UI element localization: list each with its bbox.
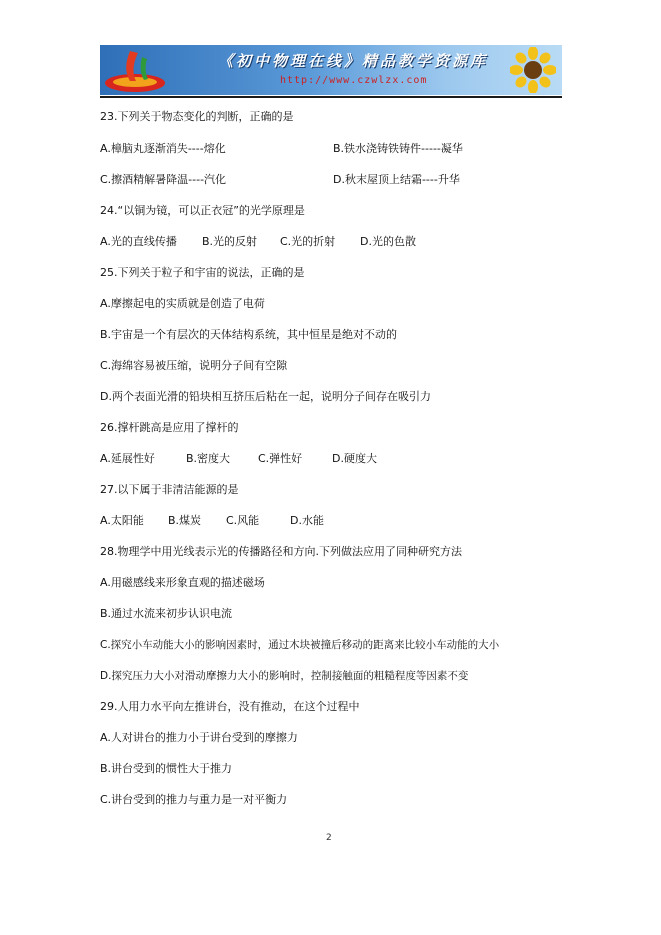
question-28-option-b: B.通过水流来初步认识电流 — [100, 607, 233, 620]
question-27-option-a: A.太阳能 — [100, 514, 144, 527]
question-23-stem: 23.下列关于物态变化的判断，正确的是 — [100, 110, 294, 123]
question-29-option-b: B.讲台受到的惯性大于推力 — [100, 762, 233, 775]
question-27-option-c: C.风能 — [226, 514, 260, 527]
question-24-option-a: A.光的直线传播 — [100, 235, 177, 248]
question-24-option-c: C.光的折射 — [280, 235, 336, 248]
banner-url: http://www.czwlzx.com — [280, 75, 428, 86]
question-29-option-a: A.人对讲台的推力小于讲台受到的摩擦力 — [100, 731, 298, 744]
question-25-option-b: B.宇宙是一个有层次的天体结构系统，其中恒星是绝对不动的 — [100, 328, 398, 341]
question-23-option-c: C.擦酒精解暑降温----汽化 — [100, 173, 227, 186]
question-28-option-c: C.探究小车动能大小的影响因素时，通过木块被撞后移动的距离来比较小车动能的大小 — [100, 639, 500, 651]
site-logo-icon — [100, 45, 170, 95]
question-27-stem: 27.以下属于非清洁能源的是 — [100, 483, 239, 496]
page-number: 2 — [326, 833, 332, 843]
question-28-stem: 28.物理学中用光线表示光的传播路径和方向.下列做法应用了同种研究方法 — [100, 545, 462, 558]
question-25-option-a: A.摩擦起电的实质就是创造了电荷 — [100, 297, 265, 310]
question-23-option-d: D.秋末屋顶上结霜----升华 — [333, 173, 460, 186]
header-rule — [100, 96, 562, 98]
question-23-option-b: B.铁水浇铸铁铸件-----凝华 — [333, 142, 463, 155]
question-26-option-b: B.密度大 — [186, 452, 231, 465]
question-25-option-d: D.两个表面光滑的铅块相互挤压后粘在一起，说明分子间存在吸引力 — [100, 390, 431, 403]
banner-title: 《初中物理在线》精品教学资源库 — [218, 52, 489, 70]
question-24-option-d: D.光的色散 — [360, 235, 416, 248]
question-28-option-a: A.用磁感线来形象直观的描述磁场 — [100, 576, 265, 589]
question-26-option-c: C.弹性好 — [258, 452, 303, 465]
question-27-option-d: D.水能 — [290, 514, 324, 527]
question-29-option-c: C.讲台受到的推力与重力是一对平衡力 — [100, 793, 288, 806]
question-25-stem: 25.下列关于粒子和宇宙的说法，正确的是 — [100, 266, 305, 279]
question-24-stem: 24.“以铜为镜，可以正衣冠”的光学原理是 — [100, 204, 305, 217]
question-26-option-a: A.延展性好 — [100, 452, 155, 465]
question-27-option-b: B.煤炭 — [168, 514, 202, 527]
question-26-stem: 26.撑杆跳高是应用了撑杆的 — [100, 421, 239, 434]
header-banner — [100, 45, 562, 95]
sunflower-icon — [510, 47, 556, 93]
question-25-option-c: C.海绵容易被压缩，说明分子间有空隙 — [100, 359, 288, 372]
question-24-option-b: B.光的反射 — [202, 235, 258, 248]
question-28-option-d: D.探究压力大小对滑动摩擦力大小的影响时，控制接触面的粗糙程度等因素不变 — [100, 670, 469, 682]
question-29-stem: 29.人用力水平向左推讲台，没有推动，在这个过程中 — [100, 700, 360, 713]
question-23-option-a: A.樟脑丸逐渐消失----熔化 — [100, 142, 226, 155]
question-26-option-d: D.硬度大 — [332, 452, 377, 465]
